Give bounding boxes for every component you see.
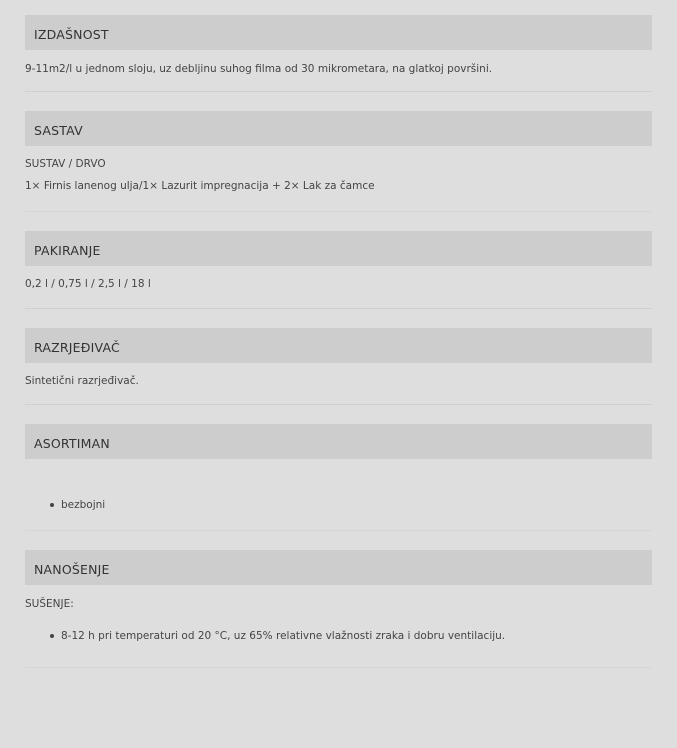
- pakiranje-text: 0,2 l / 0,75 l / 2,5 l / 18 l: [25, 278, 151, 290]
- sastav-system-value: 1× Firnis lanenog ulja/1× Lazurit impregnacija + 2× Lak za čamce: [25, 180, 375, 192]
- sastav-system-label: SUSTAV / DRVO: [25, 158, 106, 170]
- product-details: [25, 15, 652, 687]
- section-header-sastav: SASTAV: [25, 111, 652, 146]
- section-pakiranje: [25, 231, 652, 309]
- list-item: bezbojni: [25, 498, 652, 512]
- section-nanosenje: [25, 550, 652, 668]
- section-header-nanosenje: NANOŠENJE: [25, 550, 652, 585]
- section-header-asortiman: ASORTIMAN: [25, 424, 652, 459]
- section-header-izdasnost: IZDAŠNOST: [25, 15, 652, 50]
- razrjedivac-text: Sintetični razrjeđivač.: [25, 375, 139, 387]
- section-izdasnost: [25, 15, 652, 92]
- nanosenje-drying-label: SUŠENJE:: [25, 598, 74, 610]
- section-asortiman: [25, 424, 652, 531]
- nanosenje-list: [25, 629, 652, 643]
- asortiman-list: [25, 498, 652, 512]
- izdasnost-text: 9-11m2/l u jednom sloju, uz debljinu suhog filma od 30 mikrometara, na glatkoj površini.: [25, 63, 493, 75]
- section-razrjedivac: [25, 328, 652, 405]
- list-item: 8-12 h pri temperaturi od 20 °C, uz 65% relativne vlažnosti zraka i dobru ventilaciju.: [25, 629, 652, 643]
- section-header-razrjedivac: RAZRJEĐIVAČ: [25, 328, 652, 363]
- section-sastav: [25, 111, 652, 212]
- section-header-pakiranje: PAKIRANJE: [25, 231, 652, 266]
